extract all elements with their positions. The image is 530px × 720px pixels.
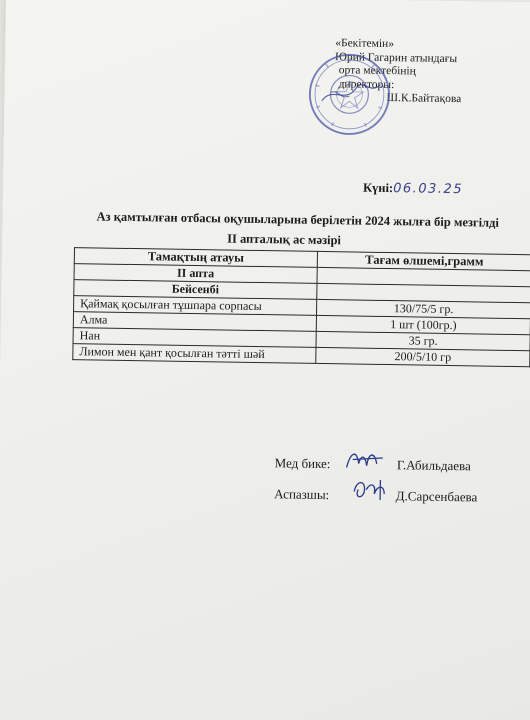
dish-amount: 1 шт (100гр.) — [316, 315, 530, 334]
nurse-name: Г.Абильдаева — [396, 457, 471, 474]
approval-line-1: «Бекітемін» — [335, 37, 395, 51]
cook-signature-scribble — [350, 475, 396, 504]
date-value: 06.03.25 — [393, 181, 464, 198]
header-dish-name: Тамақтың атауы — [74, 248, 317, 268]
date-line — [363, 181, 463, 198]
dish-amount: 200/5/10 гр — [316, 347, 530, 366]
approval-line-2: Юрий Гагарин атындағы — [334, 50, 458, 65]
document-title: Аз қамтылған отбасы оқушыларына берілетін 2024 жылға бір мезгілді — [96, 209, 500, 230]
menu-table — [72, 247, 530, 367]
document-subtitle: II апталық ас мәзірі — [227, 231, 342, 248]
official-stamp-seal — [306, 51, 393, 138]
nurse-signature-scribble — [343, 445, 389, 474]
dish-name: Алма — [73, 312, 316, 332]
cook-role: Аспазшы: — [274, 486, 330, 503]
header-portion-size: Тағам өлшемі,грамм — [317, 251, 530, 270]
dish-name: Қаймақ қосылған тұшпара сорпасы — [74, 296, 317, 316]
cook-name: Д.Сарсенбаева — [395, 488, 478, 505]
dish-name: Лимон мен қант қосылған тәтті шәй — [73, 344, 316, 364]
nurse-role: Мед бике: — [274, 455, 331, 472]
date-label: Күні: — [362, 180, 394, 196]
week-label: II апта — [74, 264, 317, 284]
approval-line-3: орта мектебінің — [338, 64, 416, 78]
approval-line-4: директоры: — [338, 77, 395, 91]
approval-line-5: Ш.К.Байтақова — [386, 91, 462, 106]
dish-name: Нан — [73, 328, 316, 348]
dish-amount: 35 гр. — [316, 331, 530, 350]
dish-amount: 130/75/5 гр. — [316, 299, 530, 318]
day-label: Бейсенбі — [74, 280, 317, 300]
